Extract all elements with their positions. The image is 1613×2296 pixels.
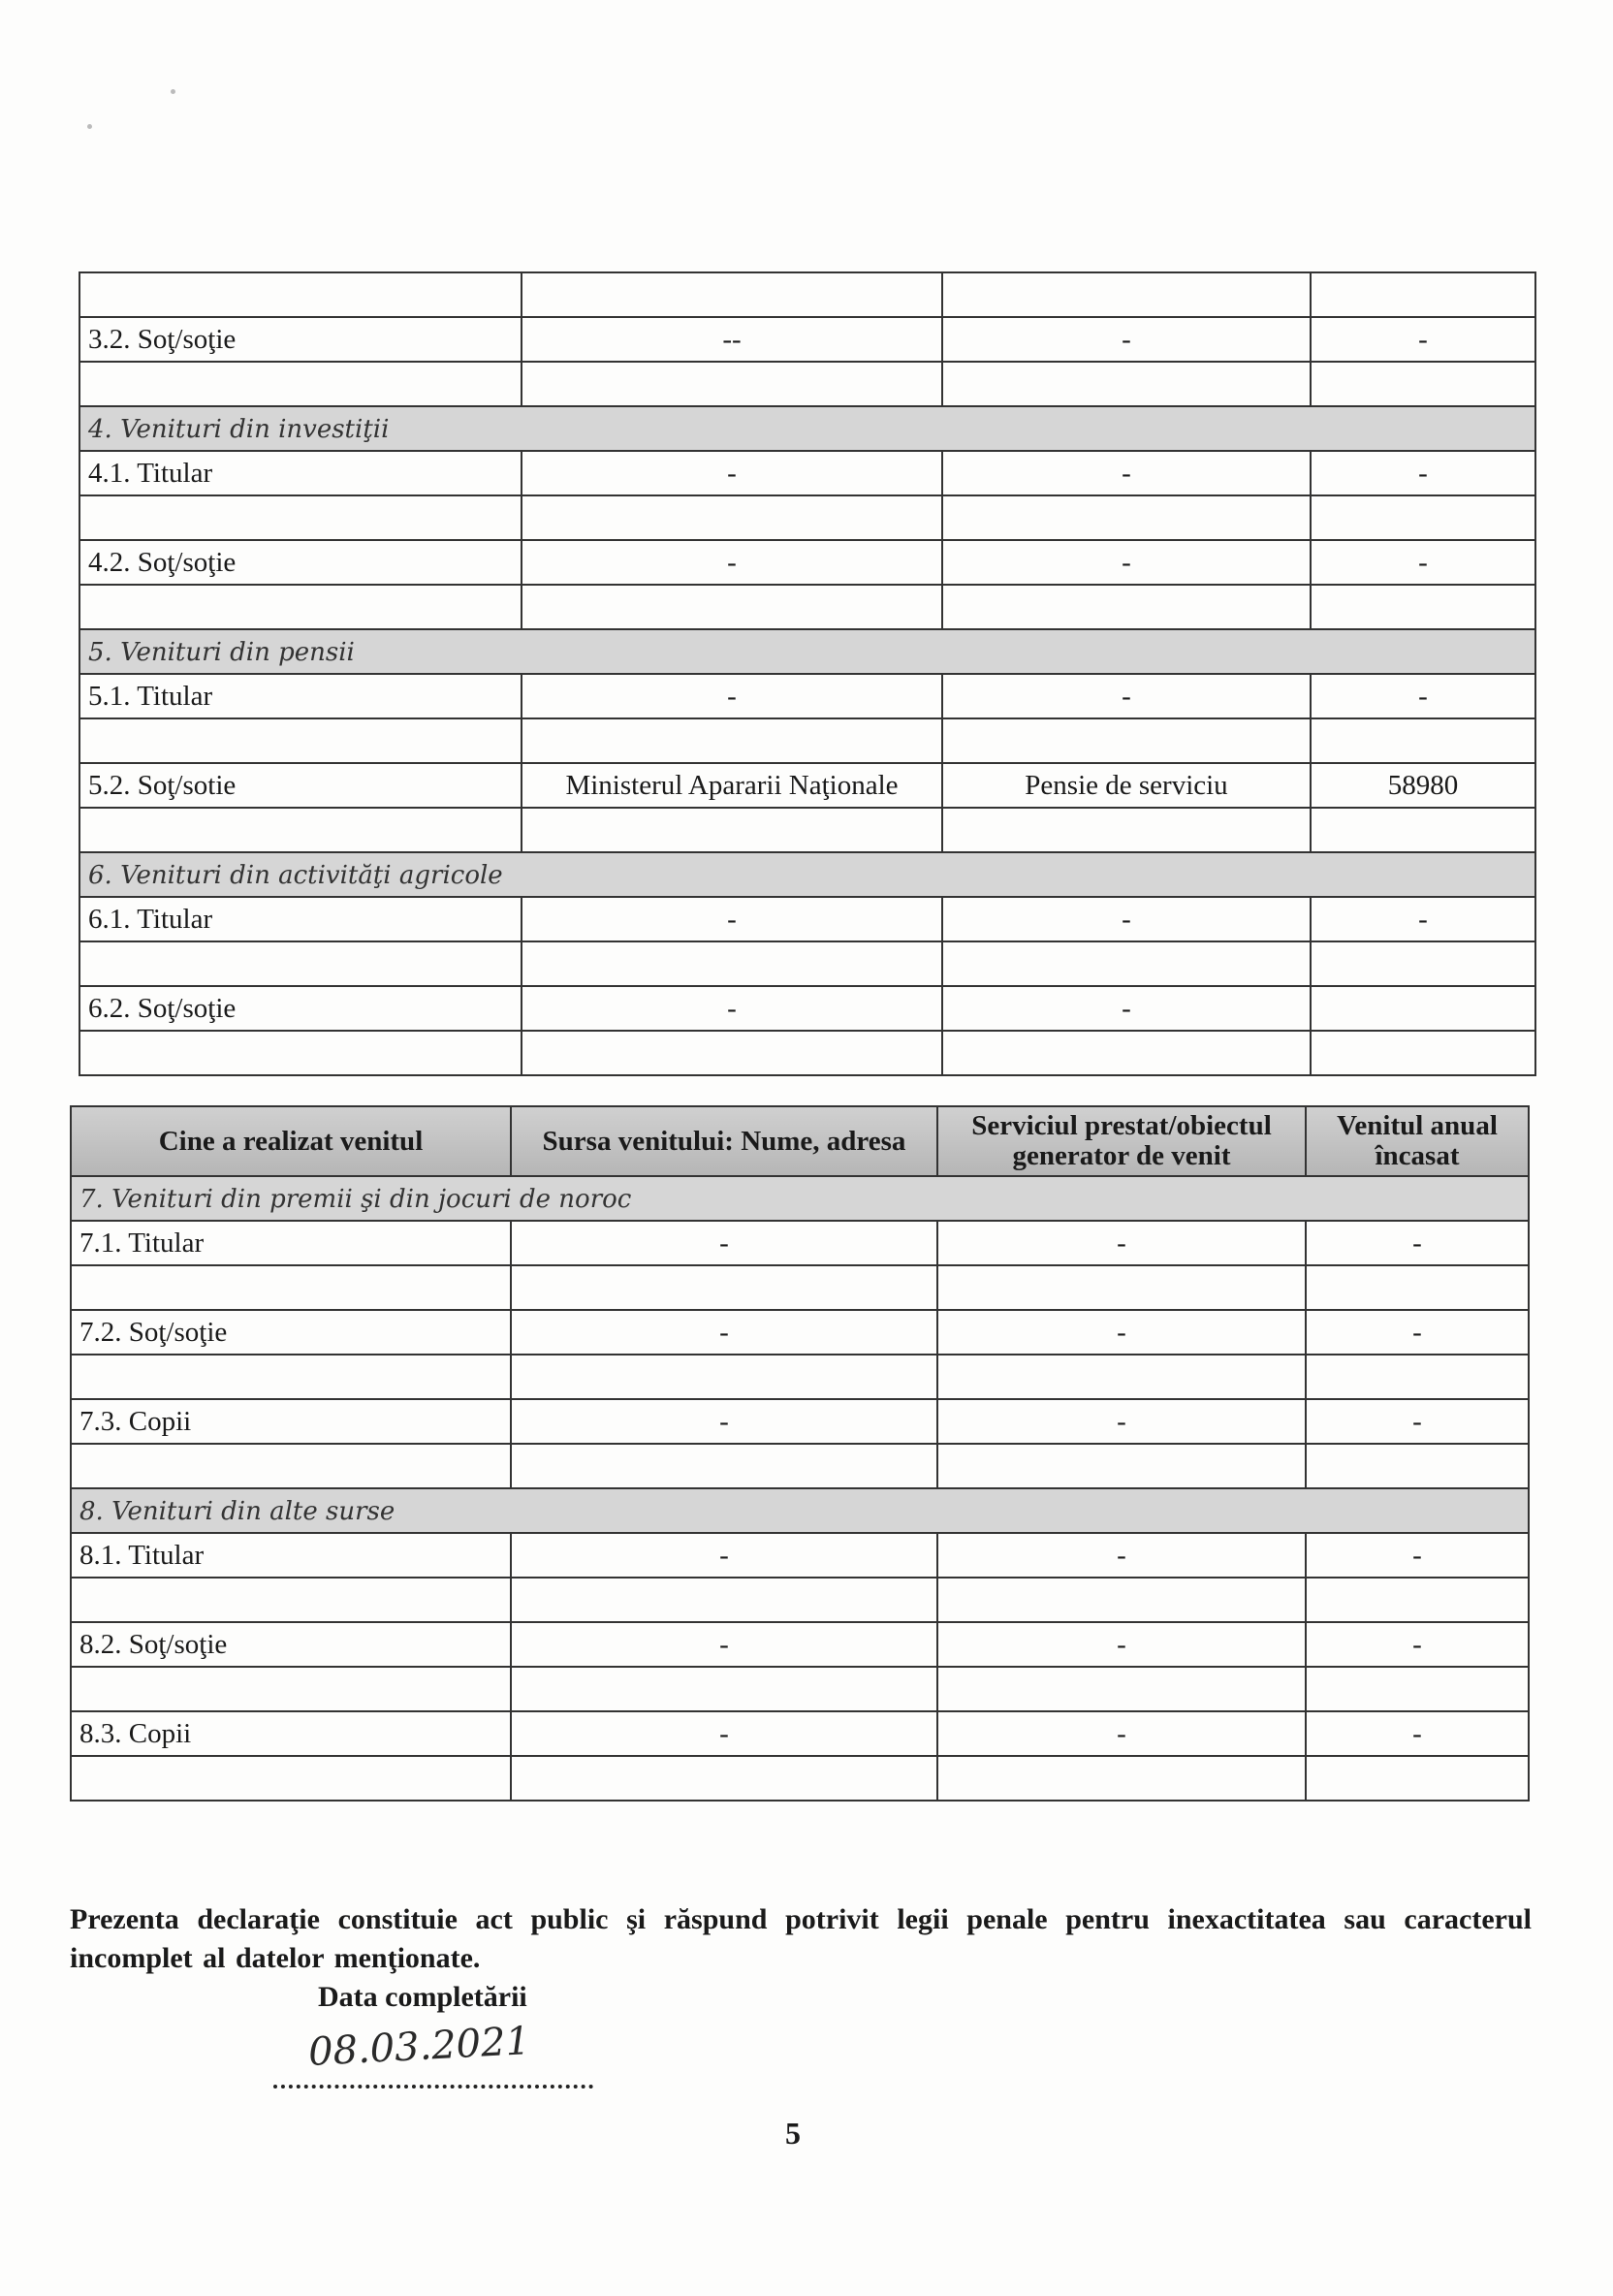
annual-income: -	[1306, 1221, 1529, 1265]
income-service: -	[937, 1221, 1306, 1265]
section-header-row	[79, 852, 1535, 897]
income-source: -	[511, 1310, 937, 1355]
table-row	[71, 1622, 1529, 1667]
section-header-row	[79, 406, 1535, 451]
blank-cell	[1311, 941, 1535, 986]
page-number: 5	[785, 2116, 801, 2151]
row-label: 6.1. Titular	[79, 897, 522, 941]
blank-cell	[1311, 808, 1535, 852]
blank-cell	[937, 1578, 1306, 1622]
blank-cell	[71, 1756, 511, 1801]
annual-income: -	[1306, 1310, 1529, 1355]
blank-cell	[511, 1756, 937, 1801]
annual-income: -	[1306, 1533, 1529, 1578]
blank-cell	[79, 718, 522, 763]
blank-cell	[937, 1667, 1306, 1711]
income-table-top	[79, 271, 1536, 1076]
income-service: -	[937, 1711, 1306, 1756]
blank-cell	[522, 495, 942, 540]
blank-cell	[1311, 272, 1535, 317]
blank-row	[71, 1756, 1529, 1801]
table-row	[71, 1221, 1529, 1265]
row-label: 6.2. Soţ/soţie	[79, 986, 522, 1031]
section-title	[71, 1176, 1529, 1221]
blank-row	[71, 1444, 1529, 1488]
blank-row	[71, 1355, 1529, 1399]
blank-cell	[522, 941, 942, 986]
blank-cell	[522, 362, 942, 406]
handwritten-date: 08.03.2021	[306, 2019, 532, 2075]
header-who: Cine a realizat venitul	[71, 1106, 511, 1176]
table-row	[79, 451, 1535, 495]
table-header-row	[71, 1106, 1529, 1176]
header-service: Serviciul prestat/obiectul generator de venit	[937, 1106, 1306, 1176]
table-row	[79, 540, 1535, 585]
declaration-statement: Prezenta declaraţie constituie act public şi răspund potrivit legii penale pentru inexactitatea sau caracterul incomplet al datelor menţionate.	[70, 1903, 1532, 1974]
blank-cell	[79, 362, 522, 406]
income-source: -	[511, 1533, 937, 1578]
blank-cell	[511, 1578, 937, 1622]
blank-cell	[1306, 1756, 1529, 1801]
blank-cell	[1311, 718, 1535, 763]
section-label: 8. Venituri din alte surse	[79, 1496, 395, 1526]
blank-cell	[71, 1444, 511, 1488]
income-service: Pensie de serviciu	[942, 763, 1311, 808]
blank-cell	[942, 495, 1311, 540]
annual-income: 58980	[1311, 763, 1535, 808]
section-header-row	[79, 629, 1535, 674]
income-service: -	[942, 674, 1311, 718]
row-label: 5.1. Titular	[79, 674, 522, 718]
income-service: -	[942, 540, 1311, 585]
row-label: 8.1. Titular	[71, 1533, 511, 1578]
blank-cell	[511, 1667, 937, 1711]
row-label: 4.1. Titular	[79, 451, 522, 495]
annual-income: -	[1311, 540, 1535, 585]
table-row	[71, 1399, 1529, 1444]
section-header-row	[71, 1176, 1529, 1221]
blank-row	[79, 585, 1535, 629]
income-source: -	[511, 1221, 937, 1265]
income-source: -	[511, 1399, 937, 1444]
table-row	[79, 986, 1535, 1031]
blank-cell	[937, 1355, 1306, 1399]
income-source: -	[511, 1711, 937, 1756]
blank-cell	[71, 1578, 511, 1622]
blank-cell	[522, 718, 942, 763]
annual-income: -	[1306, 1711, 1529, 1756]
blank-row	[79, 362, 1535, 406]
blank-row	[79, 272, 1535, 317]
row-label: 8.3. Copii	[71, 1711, 511, 1756]
table-row	[79, 674, 1535, 718]
blank-row	[79, 1031, 1535, 1075]
income-source: -	[522, 451, 942, 495]
row-label: 8.2. Soţ/soţie	[71, 1622, 511, 1667]
scan-speck	[171, 89, 175, 94]
blank-row	[79, 495, 1535, 540]
blank-cell	[79, 495, 522, 540]
income-service: -	[942, 451, 1311, 495]
income-service: -	[937, 1399, 1306, 1444]
blank-cell	[1311, 362, 1535, 406]
income-service: -	[937, 1622, 1306, 1667]
blank-row	[71, 1667, 1529, 1711]
blank-cell	[522, 585, 942, 629]
blank-cell	[79, 808, 522, 852]
annual-income: -	[1306, 1399, 1529, 1444]
section-title	[79, 852, 1535, 897]
section-label: 7. Venituri din premii şi din jocuri de noroc	[79, 1184, 632, 1214]
table-row	[71, 1533, 1529, 1578]
blank-cell	[942, 272, 1311, 317]
blank-cell	[942, 362, 1311, 406]
row-label: 5.2. Soţ/sotie	[79, 763, 522, 808]
income-source: -	[522, 540, 942, 585]
blank-cell	[79, 941, 522, 986]
scan-speck	[87, 124, 92, 129]
row-label: 7.2. Soţ/soţie	[71, 1310, 511, 1355]
annual-income: -	[1311, 897, 1535, 941]
income-service: -	[942, 897, 1311, 941]
header-source: Sursa venitului: Nume, adresa	[511, 1106, 937, 1176]
income-source: -	[522, 897, 942, 941]
blank-cell	[71, 1355, 511, 1399]
blank-cell	[522, 272, 942, 317]
section-label: 4. Venituri din investiţii	[88, 414, 390, 444]
blank-cell	[942, 1031, 1311, 1075]
blank-cell	[79, 272, 522, 317]
blank-cell	[942, 941, 1311, 986]
table-row	[79, 763, 1535, 808]
income-service: -	[937, 1310, 1306, 1355]
blank-cell	[1306, 1355, 1529, 1399]
blank-row	[71, 1265, 1529, 1310]
blank-cell	[79, 585, 522, 629]
income-source: --	[522, 317, 942, 362]
annual-income	[1311, 986, 1535, 1031]
blank-cell	[1306, 1444, 1529, 1488]
annual-income: -	[1311, 674, 1535, 718]
blank-cell	[71, 1667, 511, 1711]
blank-cell	[1306, 1265, 1529, 1310]
blank-cell	[942, 585, 1311, 629]
blank-cell	[71, 1265, 511, 1310]
blank-cell	[511, 1355, 937, 1399]
blank-cell	[522, 1031, 942, 1075]
blank-row	[79, 718, 1535, 763]
income-service: -	[937, 1533, 1306, 1578]
section-header-row	[71, 1488, 1529, 1533]
blank-cell	[522, 808, 942, 852]
row-label: 7.1. Titular	[71, 1221, 511, 1265]
table-row	[79, 897, 1535, 941]
income-service: -	[942, 986, 1311, 1031]
annual-income: -	[1311, 317, 1535, 362]
section-title	[71, 1488, 1529, 1533]
income-source: -	[522, 986, 942, 1031]
blank-cell	[937, 1265, 1306, 1310]
row-label: 4.2. Soţ/soţie	[79, 540, 522, 585]
blank-row	[79, 808, 1535, 852]
blank-cell	[1306, 1667, 1529, 1711]
table-row	[71, 1711, 1529, 1756]
section-label: 6. Venituri din activităţi agricole	[88, 860, 503, 890]
date-label: Data completării	[318, 1981, 527, 2013]
header-income: Venitul anual încasat	[1306, 1106, 1529, 1176]
section-title	[79, 629, 1535, 674]
section-label: 5. Venituri din pensii	[88, 637, 355, 667]
income-source: -	[522, 674, 942, 718]
section-title	[79, 406, 1535, 451]
table-row	[79, 317, 1535, 362]
income-service: -	[942, 317, 1311, 362]
blank-cell	[942, 718, 1311, 763]
blank-cell	[511, 1444, 937, 1488]
blank-row	[71, 1578, 1529, 1622]
row-label: 3.2. Soţ/soţie	[79, 317, 522, 362]
annual-income: -	[1311, 451, 1535, 495]
annual-income: -	[1306, 1622, 1529, 1667]
income-table-bottom	[70, 1105, 1530, 1802]
blank-cell	[942, 808, 1311, 852]
income-source: -	[511, 1622, 937, 1667]
blank-cell	[1311, 495, 1535, 540]
table-row	[71, 1310, 1529, 1355]
blank-row	[79, 941, 1535, 986]
blank-cell	[1311, 585, 1535, 629]
income-source: Ministerul Apararii Naţionale	[522, 763, 942, 808]
blank-cell	[1306, 1578, 1529, 1622]
blank-cell	[1311, 1031, 1535, 1075]
blank-cell	[79, 1031, 522, 1075]
blank-cell	[937, 1756, 1306, 1801]
blank-cell	[511, 1265, 937, 1310]
blank-cell	[937, 1444, 1306, 1488]
row-label: 7.3. Copii	[71, 1399, 511, 1444]
